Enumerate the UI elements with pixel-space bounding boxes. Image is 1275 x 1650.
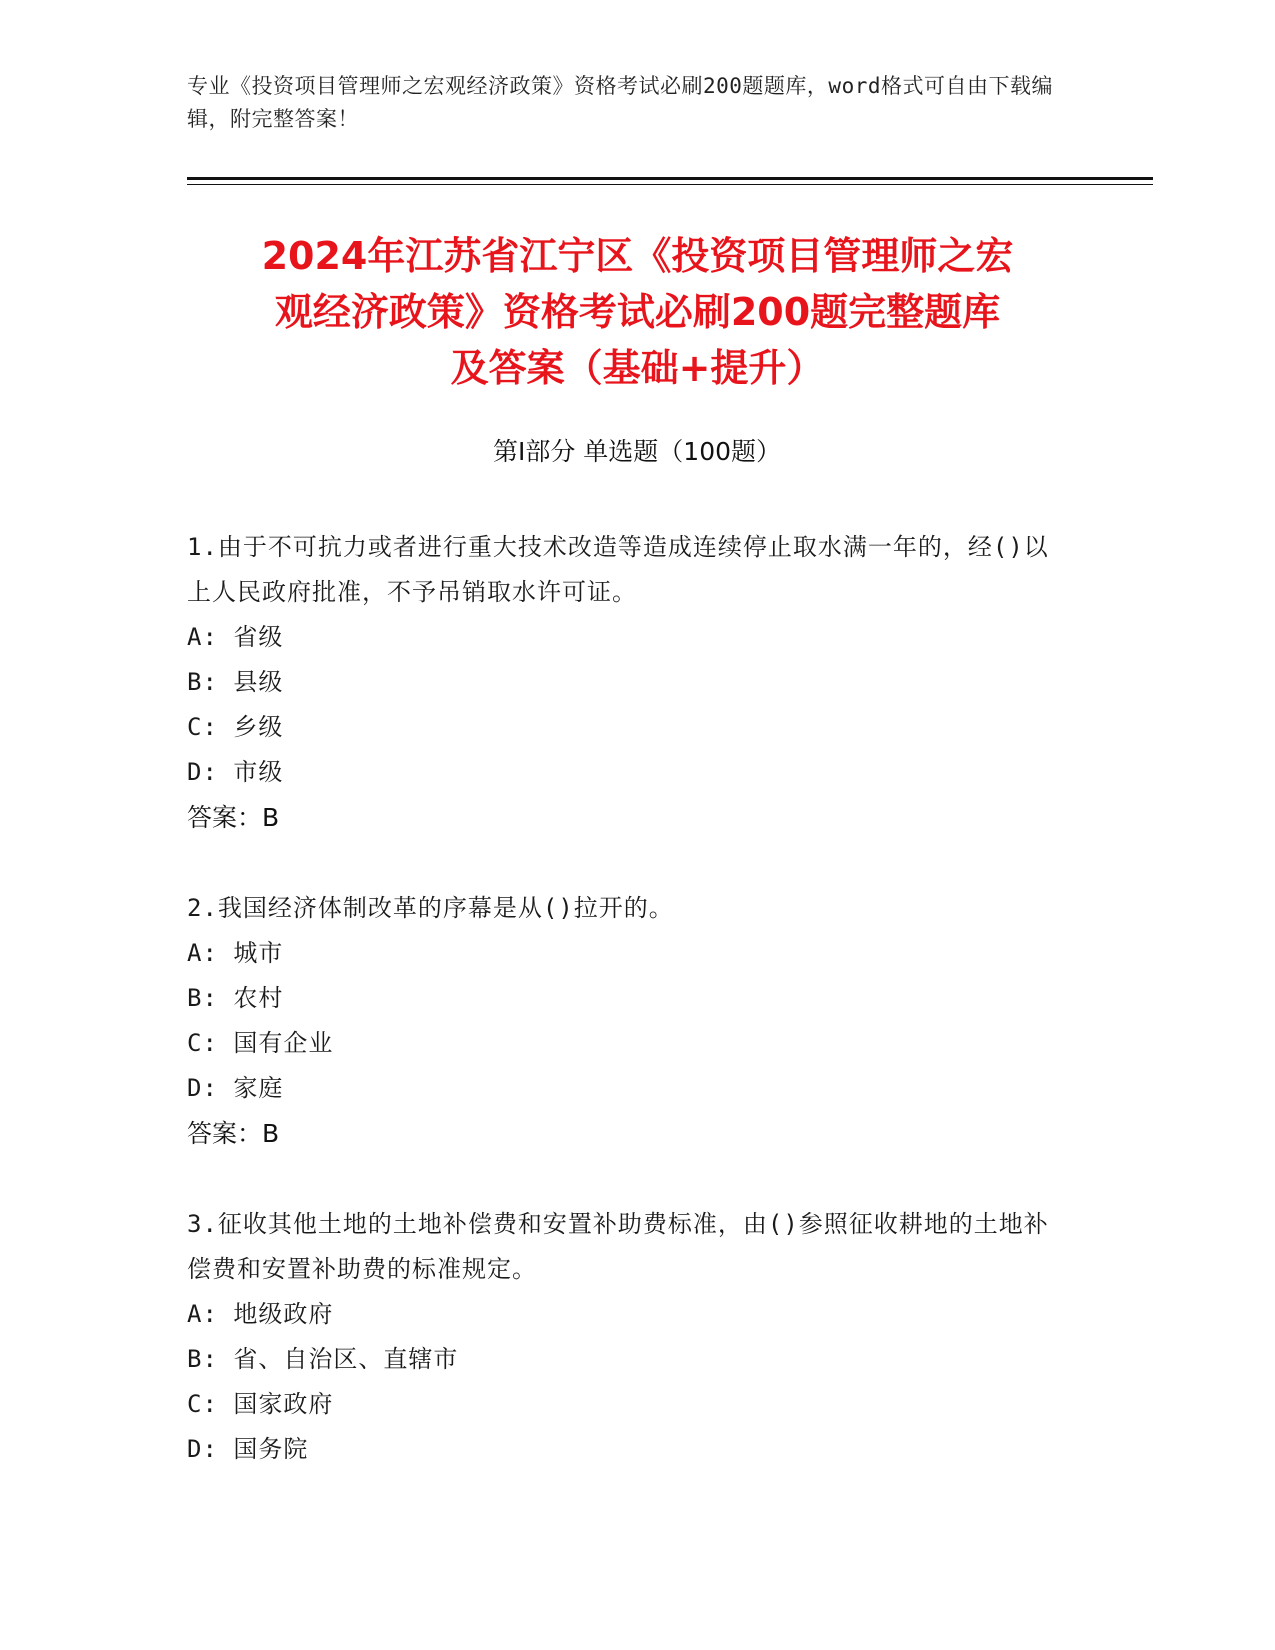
option-d: D: 家庭 — [187, 1074, 284, 1102]
document-title — [140, 228, 1135, 396]
header-note: 专业《投资项目管理师之宏观经济政策》资格考试必刷200题题库，word格式可自由下载编辑，附完整答案！ — [187, 74, 1053, 131]
question-item — [187, 525, 1067, 840]
option-b: B: 农村 — [187, 984, 284, 1012]
title-line: 2024年江苏省江宁区《投资项目管理师之宏 — [261, 234, 1014, 278]
question-stem: 2.我国经济体制改革的序幕是从()拉开的。 — [187, 894, 674, 922]
question-list — [187, 525, 1067, 1518]
question-item — [187, 1202, 1067, 1472]
option-c: C: 乡级 — [187, 713, 284, 741]
answer-line: 答案：B — [187, 803, 280, 832]
option-c: C: 国家政府 — [187, 1390, 334, 1418]
question-stem: 1.由于不可抗力或者进行重大技术改造等造成连续停止取水满一年的，经()以上人民政府批准，不予吊销取水许可证。 — [187, 533, 1049, 606]
option-a: A: 省级 — [187, 623, 284, 651]
option-c: C: 国有企业 — [187, 1029, 334, 1057]
option-b: B: 省、自治区、直辖市 — [187, 1345, 459, 1373]
section-heading: 第I部分 单选题（100题） — [492, 437, 782, 466]
option-a: A: 地级政府 — [187, 1300, 334, 1328]
answer-line: 答案：B — [187, 1119, 280, 1148]
option-a: A: 城市 — [187, 939, 284, 967]
title-line: 及答案（基础+提升） — [450, 346, 825, 390]
option-b: B: 县级 — [187, 668, 284, 696]
option-d: D: 国务院 — [187, 1435, 309, 1463]
option-d: D: 市级 — [187, 758, 284, 786]
title-line: 观经济政策》资格考试必刷200题完整题库 — [274, 290, 1001, 334]
header-rule-thin — [187, 184, 1153, 185]
question-item — [187, 886, 1067, 1156]
question-stem: 3.征收其他土地的土地补偿费和安置补助费标准，由()参照征收耕地的土地补偿费和安置补助费的标准规定。 — [187, 1210, 1049, 1283]
header-rule-thick — [187, 177, 1153, 180]
